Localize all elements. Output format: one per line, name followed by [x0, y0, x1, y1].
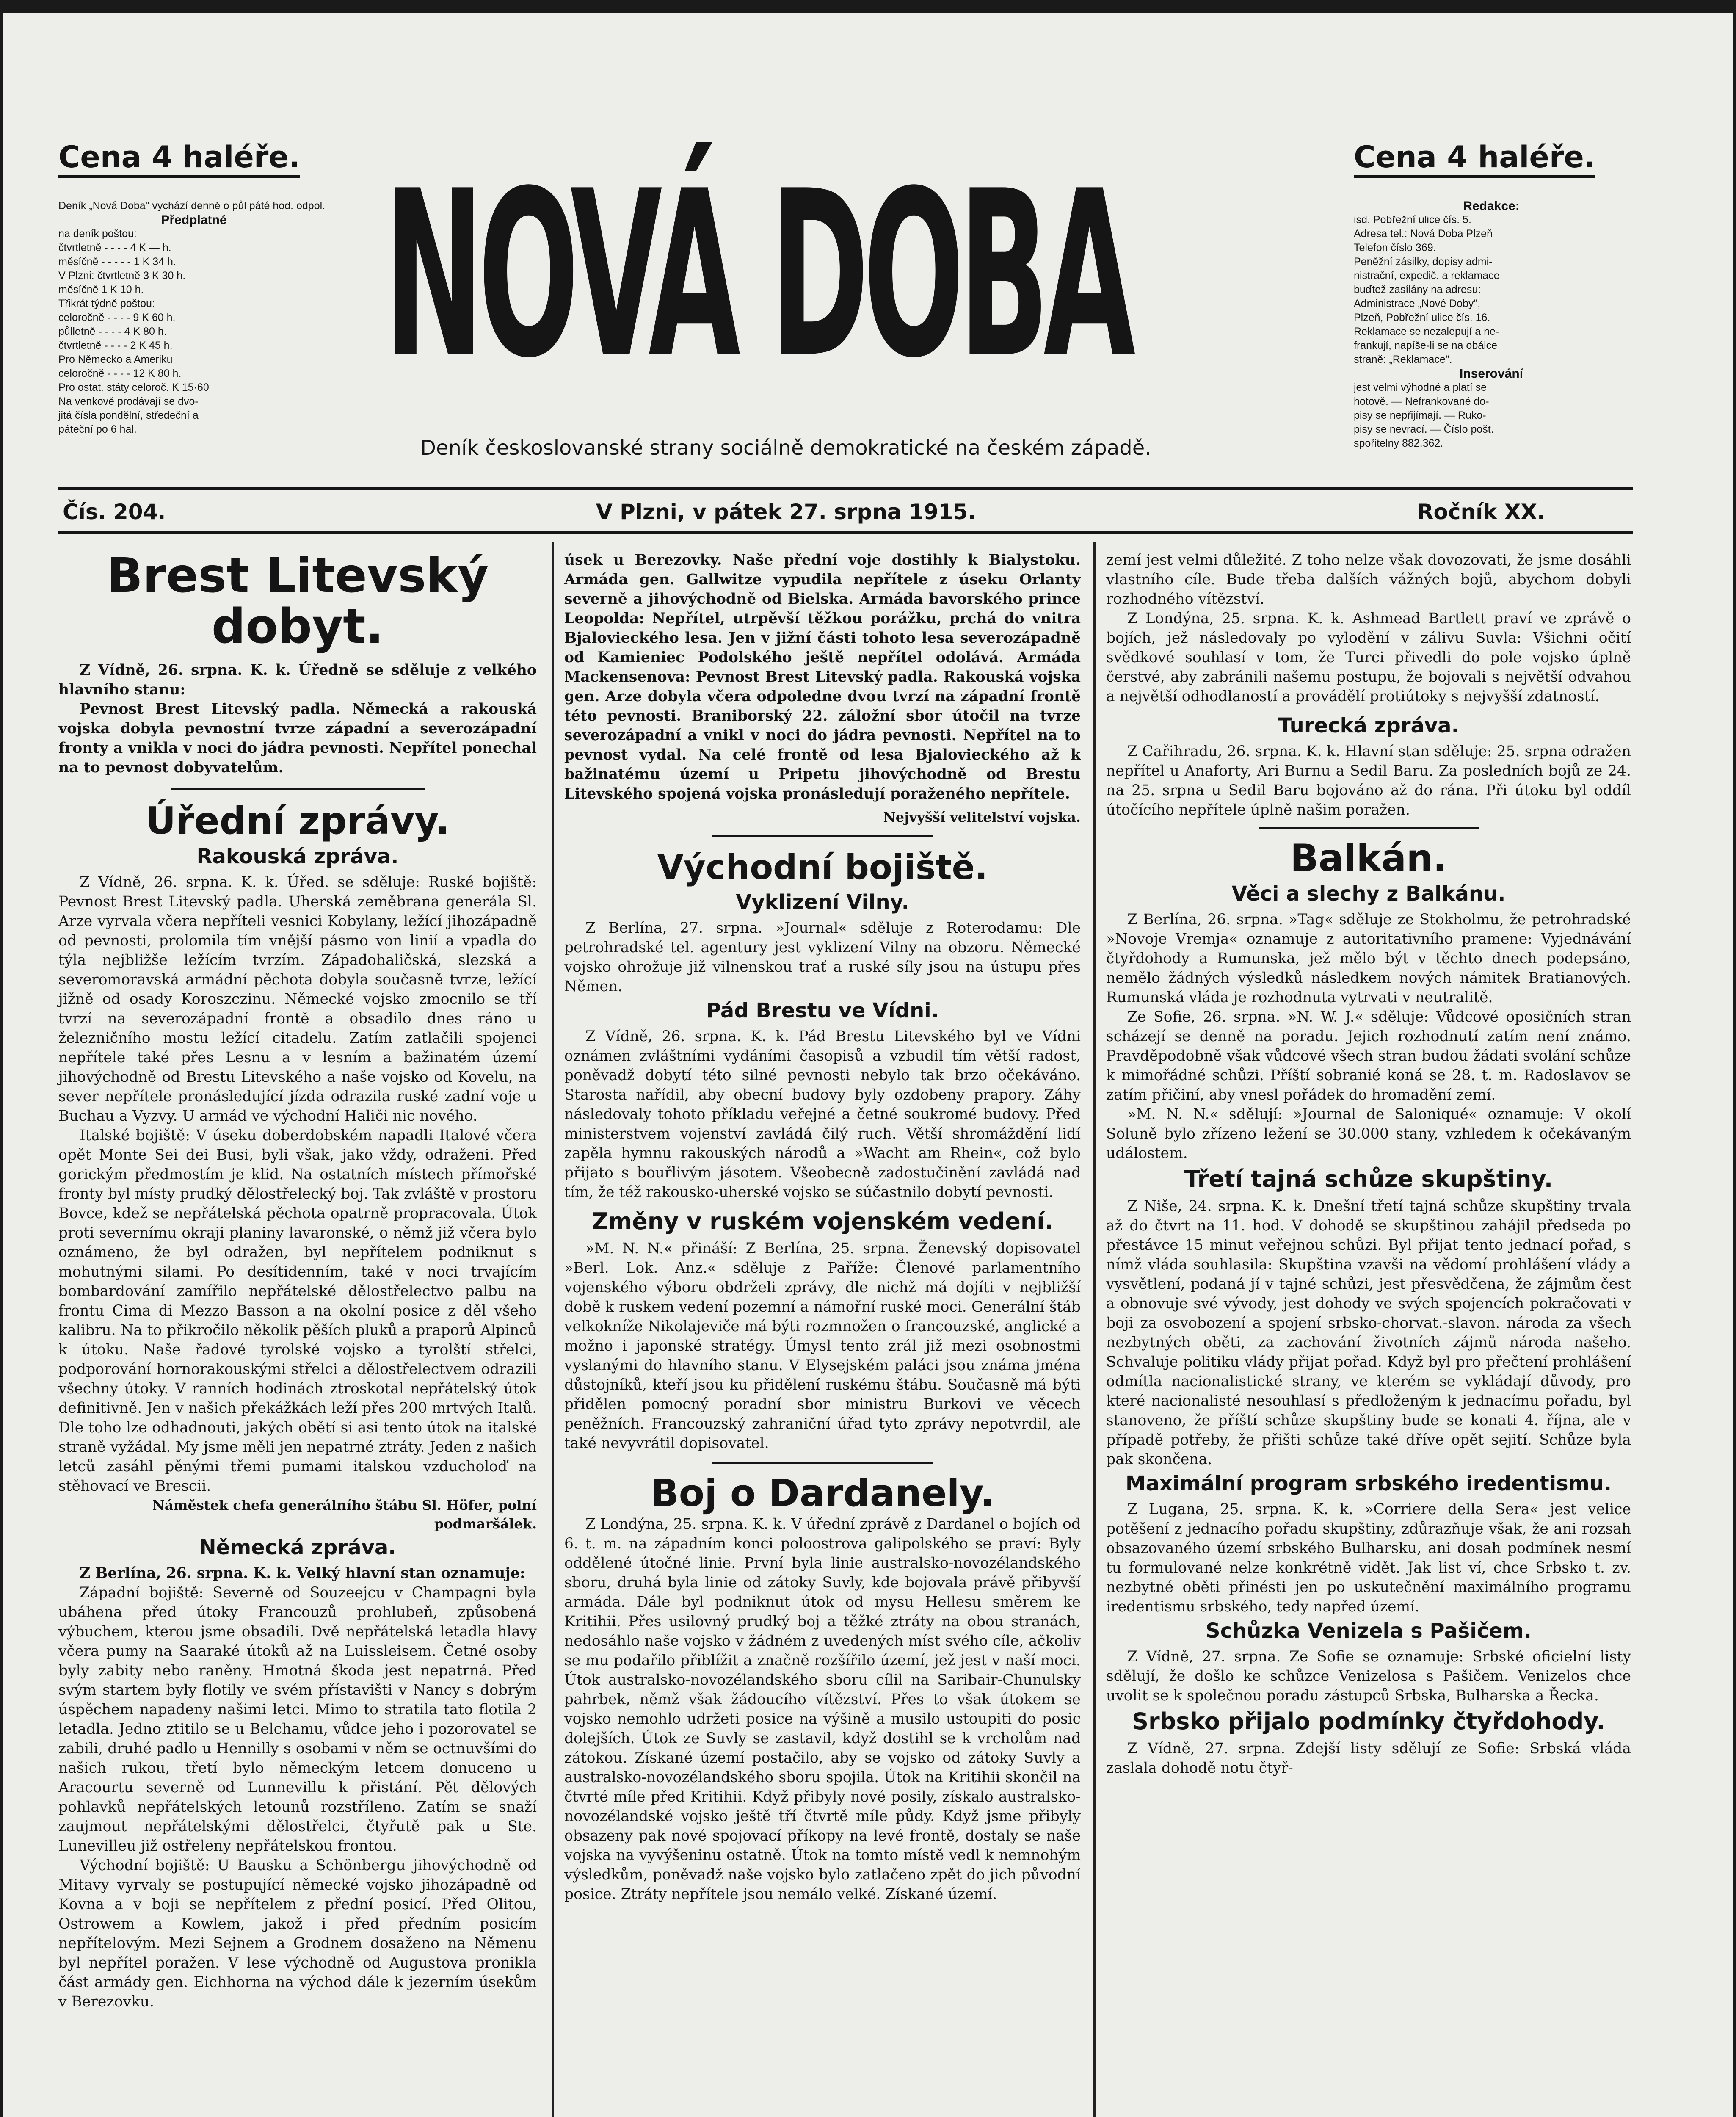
publication-note: Deník „Nová Doba" vychází denně o půl páté hod. odpol.	[58, 200, 326, 212]
box-line: Telefon číslo 369.	[1354, 242, 1436, 254]
subscription-heading: Předplatné	[161, 213, 227, 227]
balkan-p2: Ze Sofie, 26. srpna. »N. W. J.« sděluje: Vůdcové oposičních stran scházejí se denně na poradu. Jejich rozhodnutí zatím není známo. Pravděpodobně však vůdcové všech stran budou žádati svolání schůze k mimořádné schůzi. Příští sobranié koná se 28. t. m. Radoslavov se zatím přičiní, aby vnesl pořádek do hromadění zemí.	[1106, 1009, 1631, 1103]
box-line: Pro ostat. státy celoroč. K 15·60	[58, 381, 209, 393]
box-line: měsíčně 1 K 10 h.	[58, 284, 144, 296]
dardanely-body: Z Londýna, 25. srpna. K. k. V úřední zprávě z Dardanel o bojích od 6. t. m. na západním konci poloostrova galipolského se praví: Byly oddělené útočné linie. První byla linie australsko-novozélandského sboru, druhá byla linie od zátoky Suvly, kde bojovala právě přibyvší armáda. Dále byl podniknut útok od mysu Hellesu směrem ke Kritihii. Přes usilovný prudký boj a těžké ztráty na obou stranách, nedosáhlo naše vojsko v žádném z uvedených míst svého cíle, ačkoliv se mu podařilo přiblížit a značně rozšířilo území, jež jest v naší moci. Útok australsko-novozélandského sboru cílil na Saribair-Chunulsky pahrbek, němž však žádoucího vítězství. Přes to však útokem se vojsko nemohlo udržeti posice na výšině a musilo ustoupiti do posic dolejších. Útok ze Suvly se zastavil, když dostihl se k vrcholům nad zátokou. Získané území postačilo, aby se vojsko od zátoky Suvly a australsko-novozélandského sboru spojila. Útok na Kritihii skončil na čtvrté míle před Kritihii. Když přibyly nové posily, získalo australsko-novozélandské vojsko ještě tří čtvrtě míle půdy. Když jsme přibyly obsazeny pak nové spojovací příkopy na levé frontě, dostaly se naše vojska na vyvýšeninu ostatně. Útok na tomto místě vedl k nemnohým výsledkům, poněvadž naše vojsko bylo zatlačeno zpět do jich původní posice. Ztráty nepřítele jsou nemálo velké. Získané území.	[564, 1516, 1081, 1903]
headline-vychodni: Východní bojiště.	[657, 848, 988, 887]
headline-zmeny: Změny v ruském vojenském vedení.	[591, 1208, 1054, 1235]
box-line: na deník poštou:	[58, 228, 137, 240]
brest-lead: Z Vídně, 26. srpna. K. k. Úředně se sděluje z velkého hlavního stanu:	[58, 662, 537, 698]
editorial-lines	[1354, 213, 1629, 367]
box-line: Třikrát týdně poštou:	[58, 298, 155, 310]
volume: Ročník XX.	[1417, 500, 1545, 524]
column-1	[58, 550, 537, 2012]
price-left: Cena 4 haléře.	[58, 140, 300, 178]
box-line: měsíčně - - - - - 1 K 34 h.	[58, 256, 176, 268]
box-line: Reklamace se nezalepují a ne-	[1354, 326, 1499, 337]
brest-body: Pevnost Brest Litevský padla. Německá a rakouská vojska dobyla pevnostní tvrze západní a severozápadní fronty a vnikla v noci do jádra pevnosti. Nepřítel ponechal na to pevnost dobyvatelům.	[58, 701, 537, 776]
headline-maximalni: Maximální program srbského iredentismu.	[1125, 1472, 1612, 1495]
srbsko-body: Z Vídně, 27. srpna. Zdejší listy sdělují ze Sofie: Srbská vláda zaslala dohodě notu čtyř-	[1106, 1740, 1631, 1777]
headline-brest: Brest Litevský dobyt.	[106, 548, 489, 654]
box-line: čtvrtletně - - - - 4 K — h.	[58, 242, 171, 254]
masthead-rule-top	[58, 487, 1633, 490]
balkan-p3: »M. N. N.« sdělují: »Journal de Saloniqué« oznamuje: V okolí Soluně bylo zřízeno ležení se 30.000 stany, vzhledem k očekávaným událostem.	[1106, 1106, 1631, 1162]
headline-uredni: Úřední zprávy.	[145, 799, 450, 843]
nemecka-p1: Z Berlína, 26. srpna. K. k. Velký hlavní stan oznamuje:	[80, 1565, 525, 1582]
col2-top-body: úsek u Berezovky. Naše přední voje dostihly k Bialystoku. Armáda gen. Gallwitze vypudila nepřítele z úseku Orlanty severně a jihovýchodně od Bielska. Armáda bavorského prince Leopolda: Nepřítel, utrpěvší těžkou porážku, prchá do vnitra Bjalovieckého lesa. Jen v jižní části tohoto lesa severozápadně od Kamieniec Podolského ještě nepřítel odolává. Armáda Mackensenova: Pevnost Brest Litevský padla. Rakouská vojska gen. Arze dobyla včera odpoledne dvou tvrzí na západní frontě této pevnosti. Braniborský 22. záložní sbor útočil na tvrze severozápadní a vnikl v noci do jádra pevnosti. Nepřítel na to pevnost vydal. Na celé frontě od lesa Bjalovieckého až k bažinatému území u Pripetu jihovýchodně od Brestu Litevského spojená vojska pronásledují poraženého nepřítele.	[564, 552, 1081, 802]
brest-vienna-body: Z Vídně, 26. srpna. K. k. Pád Brestu Litevského byl ve Vídni oznámen zvláštními vydáními časopisů a vzbudil tím větší radost, poněvadž dobytí této silné pevnosti nebylo tak brzo očekáváno. Starosta nařídil, aby obecní budovy byly ozdobeny prapory. Záhy následovaly tohoto příkladu veřejné a četné soukromé budovy. Před ministerstvem vojenství zavládá čilý ruch. Větší shromáždění lidí zapěla hymnu rakouských národů a »Wacht am Rhein«, což bylo přijato s bouřlivým jásotem. Všeobecně zadostučinění zavládá nad tím, že též rakousko-uherské vojsko se súčastnilo dobytí pevnosti.	[564, 1028, 1081, 1201]
column-rule-1	[552, 542, 554, 2117]
box-line: Pro Německo a Ameriku	[58, 354, 173, 365]
subhead-nemecka: Německá zpráva.	[199, 1536, 396, 1559]
column-rule-2	[1093, 542, 1096, 2117]
col2-signature: Nejvyšší velitelství vojska.	[883, 809, 1081, 825]
subhead-balkan: Věci a slechy z Balkánu.	[1231, 882, 1506, 906]
rakouska-signature: Náměstek chefa generálního štábu Sl. Höfer, polní podmaršálek.	[152, 1497, 537, 1532]
box-line: páteční po 6 hal.	[58, 423, 137, 435]
col3-top-body2: Z Londýna, 25. srpna. K. k. Ashmead Bartlett praví ve zprávě o bojích, jež následovaly po vylodění v zálivu Suvla: Všichni očití svědkové souhlasí v tom, že Turci přivedli do pole vojsko úplně čerstvé, aby zabránili našemu postupu, že bojovali s největší odvahou a největší odhodlaností a provádělí protiútoky s nejvyšší zdatností.	[1106, 610, 1631, 705]
advertising-lines	[1354, 381, 1629, 450]
box-line: jitá čísla pondělní, středeční a	[58, 409, 199, 421]
box-line: Administrace „Nové Doby",	[1354, 298, 1481, 310]
rakouska-p1: Z Vídně, 26. srpna. K. k. Úřed. se sděluje: Ruské bojiště: Pevnost Brest Litevský padla. Uherská zeměbrana generála Sl. Arze vyrvala včera nepříteli vesnici Kobylany, ležící jihozápadně od pevnosti, prolomila tím vnější pásmo von linií a vpadla do týla nejbližše ležícím tvrzím. Západohaličská, slezská a severomoravská armádní pěchota dobyla současně tvrze, ležící jižně od osady Koroszczinu. Německé vojsko zmocnilo se tří tvrzí na severozápadní frontě a obsadilo dnes ráno u železničního mostu ležící citadelu. Zatím zatlačili spojenci nepřítele také přes Lesnu a v lesním a bažinatém území jihovýchodně od Brestu Litevského a naše vojsko od Kovelu, na sever nepřítele pronásledující jízda odrazila ruské zadní voje u Buchau a Vyzvy. U armád ve východní Haliči nic nového.	[58, 874, 537, 1125]
box-line: jest velmi výhodné a platí se	[1354, 381, 1487, 393]
box-line: straně: „Reklamace".	[1354, 354, 1452, 365]
box-line: půlletně - - - - 4 K 80 h.	[58, 326, 167, 337]
box-line: celoročně - - - - 12 K 80 h.	[58, 368, 182, 379]
headline-turecka: Turecká zpráva.	[1278, 714, 1459, 738]
column-2	[564, 550, 1081, 1904]
box-line: pisy se nepřijímají. — Ruko-	[1354, 409, 1486, 421]
balkan-p1: Z Berlína, 26. srpna. »Tag« sděluje ze Stokholmu, že petrohradské »Novoje Vremja« oznamuje z autoritativního pramene: Vyjednávání čtyřdohody a Rumunska, jež mělo být v těchto dnech podepsáno, nemělo žádných výsledků následkem nových námitek Bratianových. Rumunská vláda je rozhodnuta vytrvati v neutralitě.	[1106, 911, 1631, 1006]
headline-schuzka: Schůzka Venizela s Pašičem.	[1206, 1619, 1532, 1643]
separator	[712, 835, 933, 837]
box-line: Adresa tel.: Nová Doba Plzeň	[1354, 228, 1493, 240]
vilna-body: Z Berlína, 27. srpna. »Journal« sděluje z Roterodamu: Dle petrohradské tel. agentury jest vyklizení Vilny na obzoru. Německé vojsko ohrožuje již vilnenskou trať a ruské síly jsou na ústupu přes Němen.	[564, 920, 1081, 995]
box-line: Plzeň, Pobřežní ulice čís. 16.	[1354, 312, 1490, 323]
headline-balkan: Balkán.	[1290, 836, 1447, 880]
issue-number: Čís. 204.	[63, 500, 166, 524]
box-line: Na venkově prodávají se dvo-	[58, 395, 199, 407]
box-line: spořitelny 882.362.	[1354, 437, 1443, 449]
schuzka-body: Z Vídně, 27. srpna. Ze Sofie se oznamuje: Srbské oficielní listy sdělují, že došlo ke schůzce Venizelosa s Pašičem. Venizelos chce uvolit se k společnou poradu zástupců Srbska, Bulharska a Řecka.	[1106, 1648, 1631, 1704]
box-line: hotově. — Nefrankované do-	[1354, 395, 1489, 407]
nemecka-p3: Východní bojiště: U Bausku a Schönbergu jihovýchodně od Mitavy vyrvaly se postupující německé vojsko jihozápadně od Kovna a v boji se nepřítelem z přední posicí. Před Olitou, Ostrowem a Kowlem, jakož i před předním posicím nepřítelovým. Mezi Sejnem a Grodnem dosaženo na Němenu byl nepřítel poražen. V lese východně od Augustova pronikla část armády gen. Eichhorna na východ dále k jezerním úsekům v Berezovku.	[58, 1857, 537, 2010]
newspaper-title: NOVÁ DOBA	[384, 142, 1130, 408]
advertising-heading: Inserování	[1459, 367, 1523, 381]
box-line: isd. Pobřežní ulice čís. 5.	[1354, 214, 1471, 226]
subhead-vilna: Vyklizení Vilny.	[736, 890, 909, 914]
turecka-body: Z Cařihradu, 26. srpna. K. k. Hlavní stan sděluje: 25. srpna odražen nepřítel u Anaforty, Ari Burnu a Sedil Baru. Za posledních bojů ze 24. na 25. srpna u Sedil Baru bojováno až do rána. Při útoku byl oddíl útočícího nepřítele úplně našim poražen.	[1106, 743, 1631, 818]
editorial-heading: Redakce:	[1463, 199, 1520, 213]
box-line: Peněžní zásilky, dopisy admi-	[1354, 256, 1493, 268]
box-line: pisy se nevrací. — Číslo pošt.	[1354, 423, 1494, 435]
box-line: V Plzni: čtvrtletně 3 K 30 h.	[58, 270, 186, 282]
col3-top-body: zemí jest velmi důležité. Z toho nelze však dovozovati, že jsme dosáhli vlastního cíle. Bude třeba dalších vážných bojů, abychom dobyli rozhodného vítězství.	[1106, 552, 1631, 608]
box-line: frankují, napíše-li se na obálce	[1354, 340, 1498, 351]
subscription-box	[58, 199, 329, 437]
headline-treti: Třetí tajná schůze skupštiny.	[1184, 1166, 1553, 1192]
zmeny-body: »M. N. N.« přináší: Z Berlína, 25. srpna. Ženevský dopisovatel »Berl. Lok. Anz.« sděluje z Paříže: Členové parlamentního vojenského výboru obdrželi zprávy, dle nichž má dojíti v nejbližší době k ruskem vedení pozemní a námořní ruské moci. Generální štáb velkokníže Nikolajeviče má býti rozmnožen o francouzské, anglické a možno i japonské stratégy. Úmysl tento zrál již mezi osobnostmi vyslanými do hlavního stanu. V Elysejském paláci jsou známa jména důstojníků, kteří jsou ku přidělení ruskému štábu. Současně má býti přidělen pomocný poradní sbor ministru Burkovi ve věcech peněžních. Francouzský zahraniční úřad tyto zprávy nepotvrdil, ale také nevyvrátil dopisovatel.	[564, 1240, 1081, 1452]
subhead-brest-vienna: Pád Brestu ve Vídni.	[706, 999, 939, 1023]
newspaper-page	[3, 13, 1733, 2117]
newspaper-subtitle: Deník českoslovanské strany sociálně demokratické na českém západě.	[420, 436, 1151, 460]
box-line: čtvrtletně - - - - 2 K 45 h.	[58, 340, 173, 351]
rakouska-p2: Italské bojiště: V úseku doberdobském napadli Italové včera opět Monte Sei dei Busi, byli však, jako vždy, odraženi. Před gorickým předmostím je klid. Na ostatních místech přímořské fronty byl místy prudký dělostřelecký boj. Tak zvláště v prostoru Bovce, kdež se nepřátelská pěchota opatrně propracovala. Útok proti severnímu okraji planiny lavaronské, o němž již včera bylo oznámeno, že byl odražen, byl nepřítelem podniknut s mohutnými silami. Po desítidenním, také v noci trvajícím bombardování zamířilo nepřátelské dělostřelectvo palbu na frontu Cima di Mezzo Basson a na okolní posice z děl všeho kalibru. Na to přikročilo několik pěších pluků a praporů Alpinců k útoku. Naše řadové tyrolské vojsko a tyrolští střelci, podporování hornorakouskými střelci a dělostřelectvem odrazili všechny útoky. V ranních hodinách ztroskotal nepřátelský útok definitivně. Jen v našich překážkách leží přes 200 mrtvých Italů. Dle toho lze odhadnouti, jakých obětí si asi tento útok na italské straně vyžádal. My jsme měli jen nepatrné ztráty. Jeden z našich letců zasáhl pěnými třemi pumami italskou vzducholoď na stěhovací ve Brescii.	[58, 1127, 537, 1495]
editorial-box	[1354, 199, 1629, 450]
subscription-lines	[58, 227, 329, 437]
box-line: nistrační, expedič. a reklamace	[1354, 270, 1500, 282]
masthead-rule-bottom	[58, 531, 1633, 534]
maximalni-body: Z Lugana, 25. srpna. K. k. »Corriere della Sera« jest velice potěšení z jednacího pořadu skupštiny, zdůrazňuje však, že ani rozsah obsazovaného území srbského Bulharsku, ani dosah podmínek nesmí tu formulované nelze konkrétně vidět. Jak list ví, chce Srbsko t. zv. nezbytné oběti přinésti jen po uskutečnění maximálního programu iredentismu srbského, tedy napřed území.	[1106, 1501, 1631, 1615]
separator	[171, 788, 425, 790]
box-line: celoročně - - - - 9 K 60 h.	[58, 312, 176, 323]
treti-body: Z Niše, 24. srpna. K. k. Dnešní třetí tajná schůze skupštiny trvala až do čtvrt na 11. hod. V dohodě se skupštinou zahájil předseda po přestávce 15 minut veřejnou schůzi. Byl přijat tento jednací pořad, s nímž vláda souhlasila: Skupština vzavši na vědomí prohlášení vlády a vysvětlení, podaná jí v tajné schůzi, jest přesvědčena, že zájmům čest a obnovuje své vývody, jest dohody ve svých spojencích pokračovati v boji za osvobození a spojení srbsko-chorvat.-slavon. národa za všech nezbytných oběti, za zachování životních zájmů národa našeho. Schvaluje politiku vlády přijat pořad. Když byl pro přečtení prohlášení odmítla nacionalistické strany, ve kterém se vykládají důvody, pro které nacionalisté nesouhlasí s předloženým k jednacímu pořadu, byl stanoveno, že příští schůze skupštiny bude se konati 4. října, ale v případě potřeby, že přišti schůze také dříve opět sejití. Schůze byla pak skončena.	[1106, 1198, 1631, 1468]
subhead-rakouska: Rakouská zpráva.	[196, 845, 399, 868]
price-right: Cena 4 haléře.	[1354, 140, 1595, 178]
headline-dardanely: Boj o Dardanely.	[650, 1471, 995, 1515]
dateline: V Plzni, v pátek 27. srpna 1915.	[596, 500, 976, 524]
headline-srbsko: Srbsko přijalo podmínky čtyřdohody.	[1132, 1708, 1605, 1735]
box-line: buďtež zasílány na adresu:	[1354, 284, 1481, 296]
separator	[712, 1462, 933, 1464]
separator	[1259, 827, 1479, 829]
nemecka-p2: Západní bojiště: Severně od Souzeejcu v Champagni byla ubáhena před útoky Francouzů prohlubeň, způsobená výbuchem, kterou jsme obsadili. Dvě nepřátelská letadla hlavy včera pumy na Saaraké útoků až na Luissleisem. Četné osoby byly zabity nebo raněny. Hmotná škoda jest nepatrná. Před svým startem byly flotily ve svém přístavišti v Nancy s dobrým úspěchem napadeny našimi letci. Mimo to stratila tato flotila 2 letadla. Jedno ztitilo se u Belchamu, vůdce jeho i pozorovatel se zabili, druhé padlo u Hennilly s osobami v něm se octnuvšími do našich rukou, třetí bylo německým letcem donuceno u Aracourtu severně od Lunnevillu k přistání. Pět dělových pohlavků nepřátelských letounů rozstříleno. Zatím se snaží zaujmout nepřátelskými dělostřelci, čtyřutě pak u Ste. Lunevilleu již ostřeleny nepřátelskou frontou.	[58, 1584, 537, 1854]
column-3	[1106, 550, 1631, 1778]
